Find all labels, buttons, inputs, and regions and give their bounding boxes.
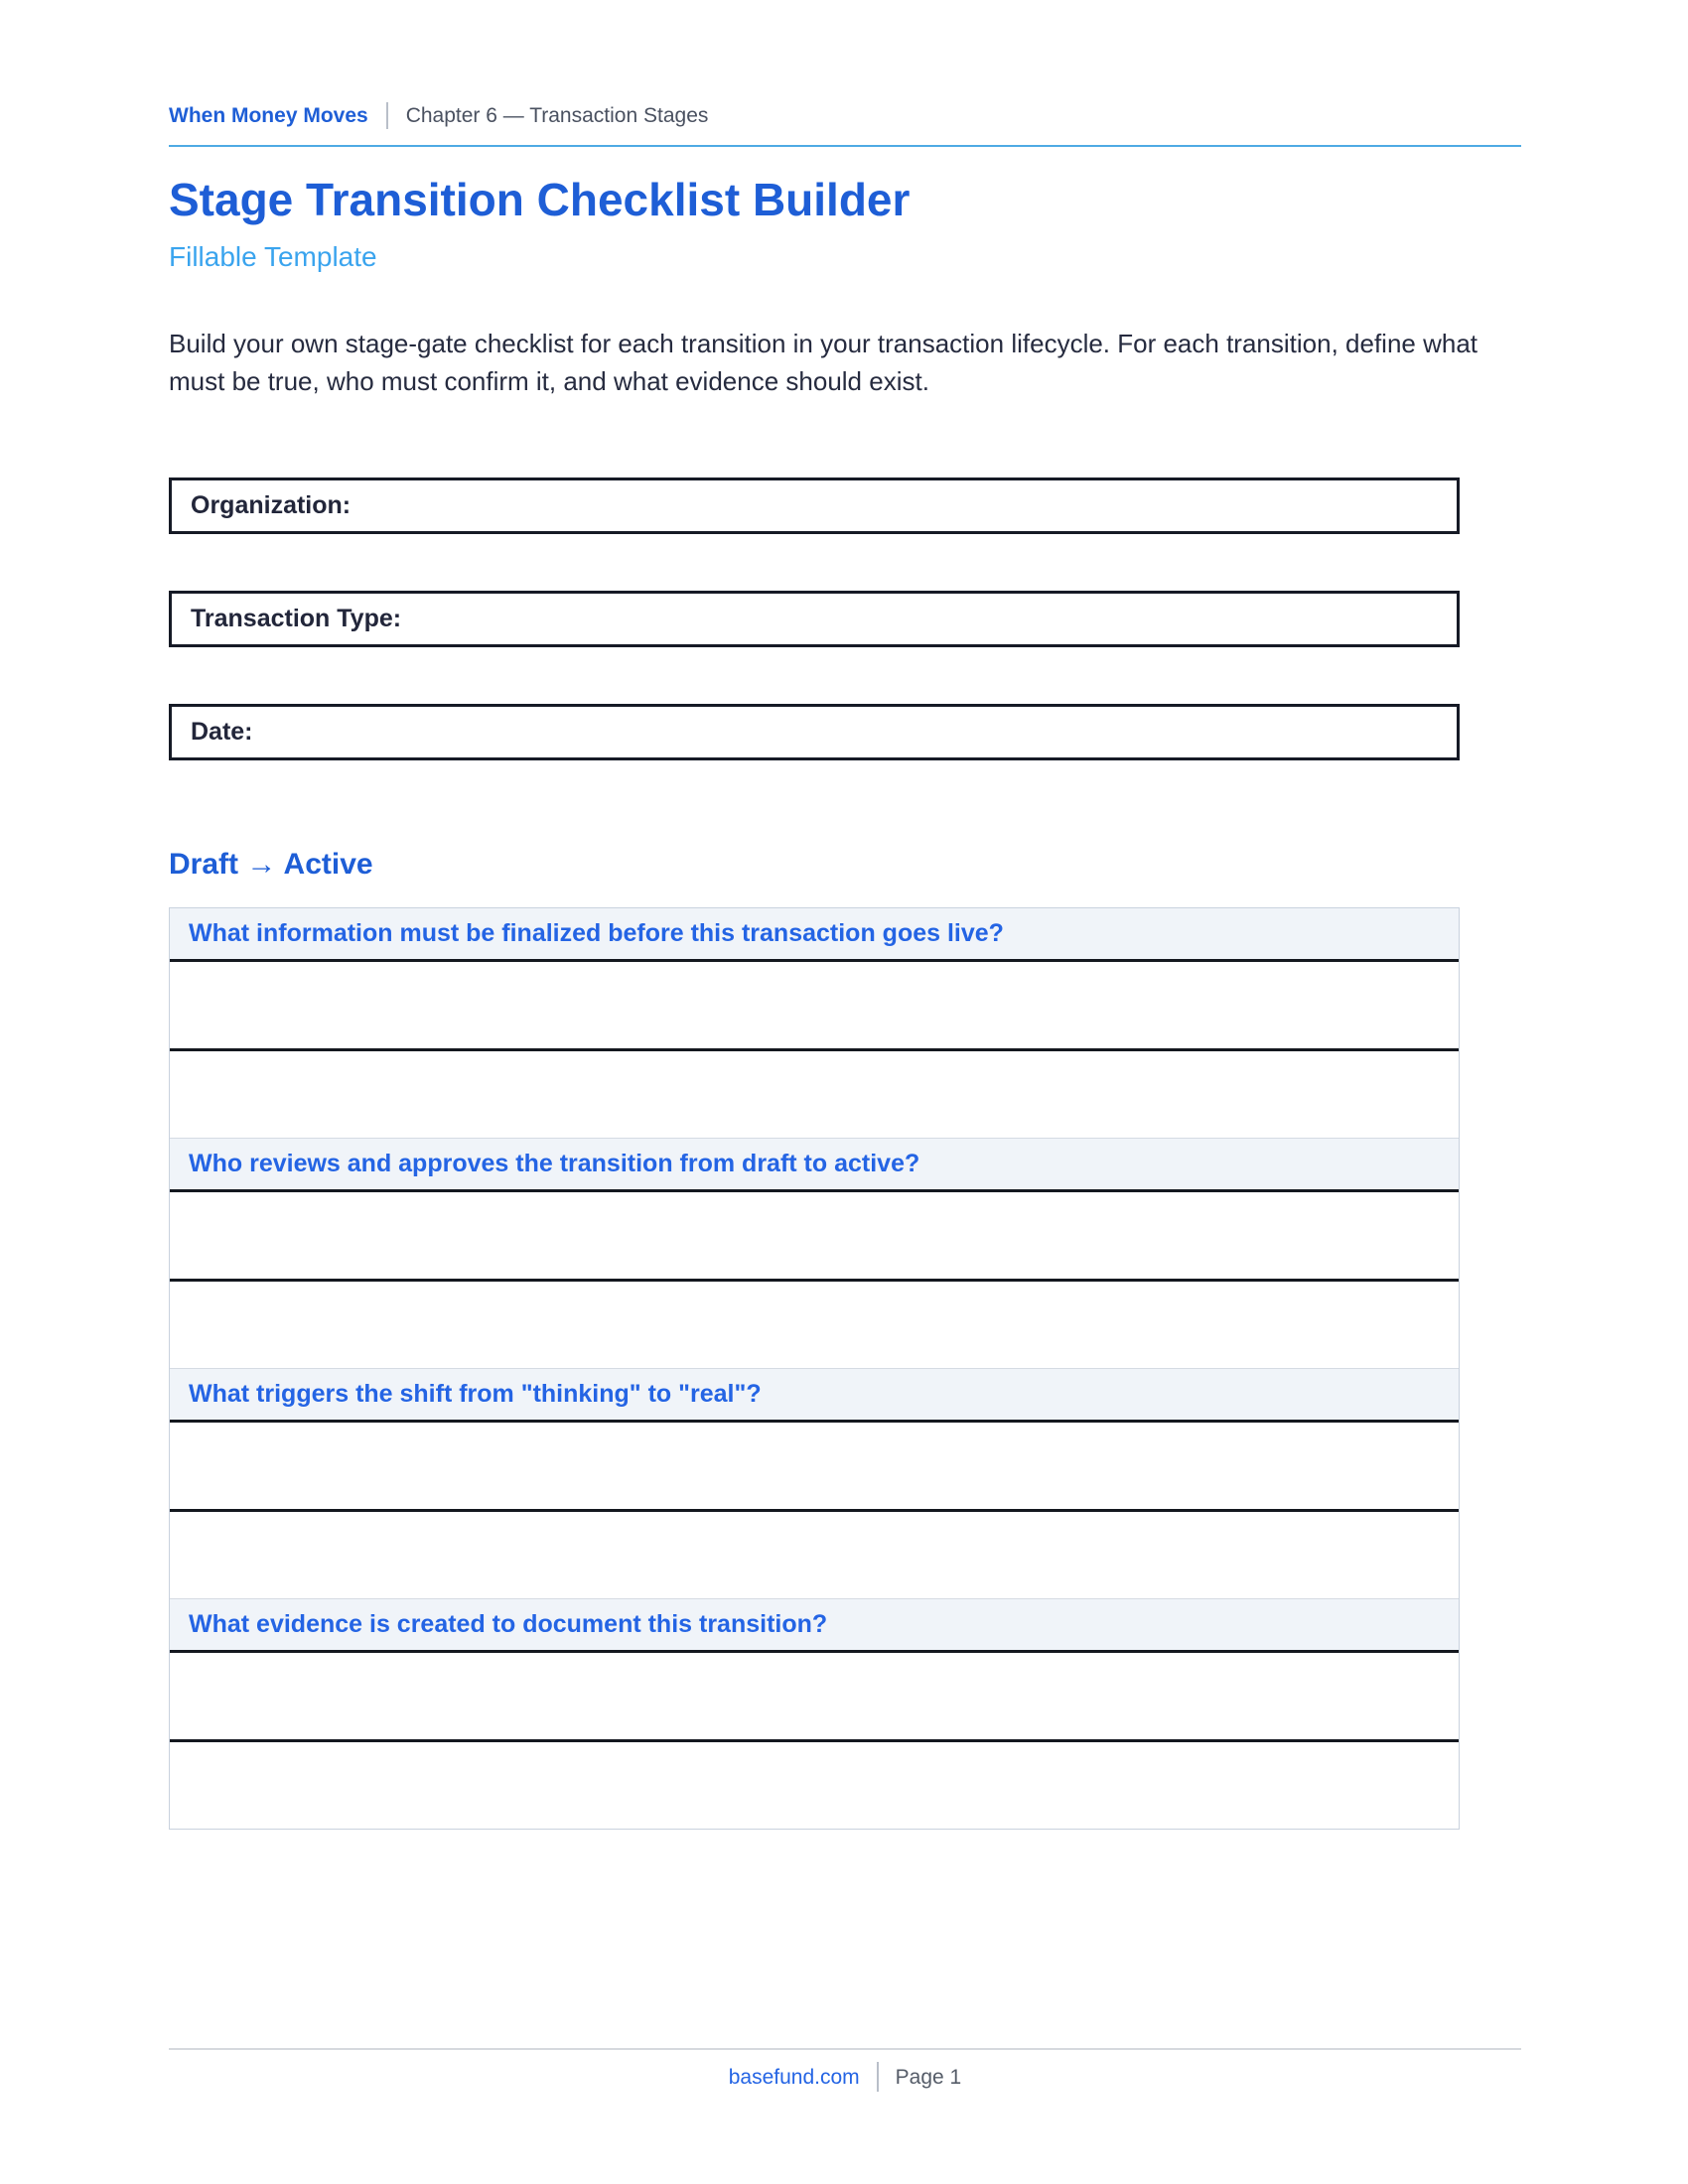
section-heading-draft-to-active: Draft → Active	[169, 848, 373, 882]
header-divider	[386, 102, 388, 129]
answer-line[interactable]	[170, 962, 1459, 1051]
footer-site-link[interactable]: basefund.com	[728, 2065, 860, 2089]
question-block	[170, 908, 1459, 1139]
date-label: Date:	[191, 718, 253, 747]
question-text: Who reviews and approves the transition from draft to active?	[189, 1150, 920, 1178]
question-block	[170, 1139, 1459, 1369]
question-header	[170, 908, 1459, 962]
question-header	[170, 1139, 1459, 1192]
transaction-type-label: Transaction Type:	[191, 605, 402, 633]
header-rule	[169, 145, 1521, 147]
chapter-label: Chapter 6 — Transaction Stages	[405, 104, 709, 127]
intro-paragraph: Build your own stage-gate checklist for each transition in your transaction lifecycle. For each transition, define what must be true, who must confirm it, and what evidence should exist.	[169, 329, 1478, 397]
answer-line[interactable]	[170, 1653, 1459, 1742]
footer-rule	[169, 2048, 1521, 2050]
answer-line[interactable]	[170, 1051, 1459, 1139]
organization-label: Organization:	[191, 491, 352, 520]
answer-line[interactable]	[170, 1512, 1459, 1599]
page-footer	[169, 2062, 1521, 2092]
organization-field[interactable]	[169, 478, 1460, 534]
brand-name: When Money Moves	[169, 104, 368, 127]
question-text: What evidence is created to document this transition?	[189, 1610, 828, 1639]
question-text: What triggers the shift from "thinking" to "real"?	[189, 1380, 762, 1409]
footer-page-label: Page 1	[895, 2065, 962, 2089]
answer-line[interactable]	[170, 1423, 1459, 1512]
checklist-table	[169, 907, 1460, 1830]
question-header	[170, 1369, 1459, 1423]
answer-line[interactable]	[170, 1282, 1459, 1369]
footer-divider	[877, 2062, 879, 2092]
form-fields	[169, 478, 1521, 760]
question-block	[170, 1369, 1459, 1599]
transaction-type-field[interactable]	[169, 591, 1460, 647]
answer-line[interactable]	[170, 1742, 1459, 1829]
page-subtitle: Fillable Template	[169, 241, 377, 273]
question-header	[170, 1599, 1459, 1653]
date-field[interactable]	[169, 704, 1460, 760]
running-header	[169, 102, 1521, 129]
question-text: What information must be finalized before this transaction goes live?	[189, 919, 1004, 948]
question-block	[170, 1599, 1459, 1829]
answer-line[interactable]	[170, 1192, 1459, 1282]
page-title: Stage Transition Checklist Builder	[169, 174, 911, 225]
